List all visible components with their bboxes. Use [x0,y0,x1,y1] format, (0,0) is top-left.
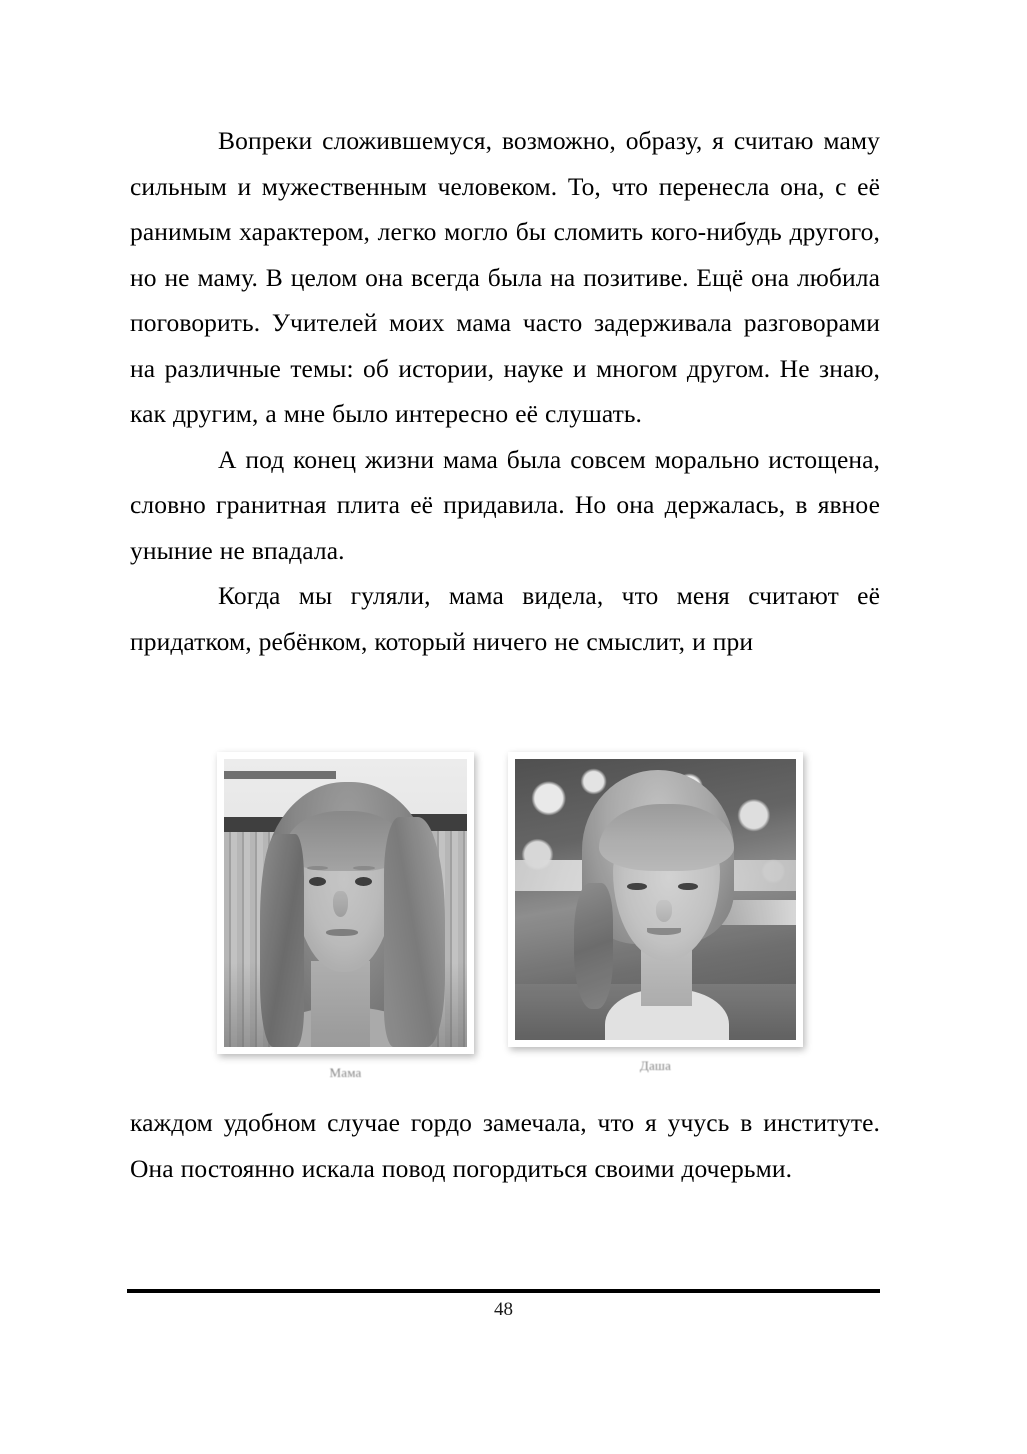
photo-hair-strand-right [384,817,445,1047]
text-block-upper [130,118,880,664]
photo-braid [574,883,613,1009]
figure-caption-mama: Мама [329,1065,362,1080]
figure-daughter [508,752,803,1074]
photo-nose [656,900,673,922]
photo-mouth [647,928,681,935]
photo-frame-daughter [508,752,803,1047]
figure-row [130,752,880,1097]
photo-mouth [326,929,358,936]
photo-daughter [515,759,796,1040]
photo-hair-strand-left [260,834,304,1047]
paragraph-3: Когда мы гуляли, мама видела, что меня считают её придатком, ребёнком, который ничего не смыслит, и при [130,581,880,656]
page-number: 48 [494,1299,513,1320]
footer-divider [127,1289,880,1293]
photo-frame-mama [217,752,474,1054]
paragraph-1: Вопреки сложившемуся, возможно, образу, я считаю маму сильным и мужественным человеком. То, что перенесла она, с её ранимым характером, легко могло бы сломить кого-нибудь другого, но не маму. В целом она всегда была на позитиве. Ещё она любила поговорить. Учителей моих мама часто задерживала разговорами на различные темы: об истории, науке и многом другом. Не знаю, как другим, а мне было интересно её слушать. [130,126,880,428]
paragraph-4: каждом удобном случае гордо замечала, что я учусь в институте. Она постоянно искала повод погордиться своими дочерьми. [130,1108,880,1183]
paragraph-2: А под конец жизни мама была совсем морально истощена, словно гранитная плита её придавила. Но она держалась, в явное уныние не впадала. [130,444,880,565]
figure-mama [217,752,474,1081]
photo-mama [224,759,467,1047]
figure-caption-daughter: Даша [639,1058,672,1073]
photo-eyebrow-right [353,866,375,871]
photo-fence-rail-top [224,771,336,780]
text-block-lower [130,1100,880,1191]
photo-neck [311,961,369,1047]
